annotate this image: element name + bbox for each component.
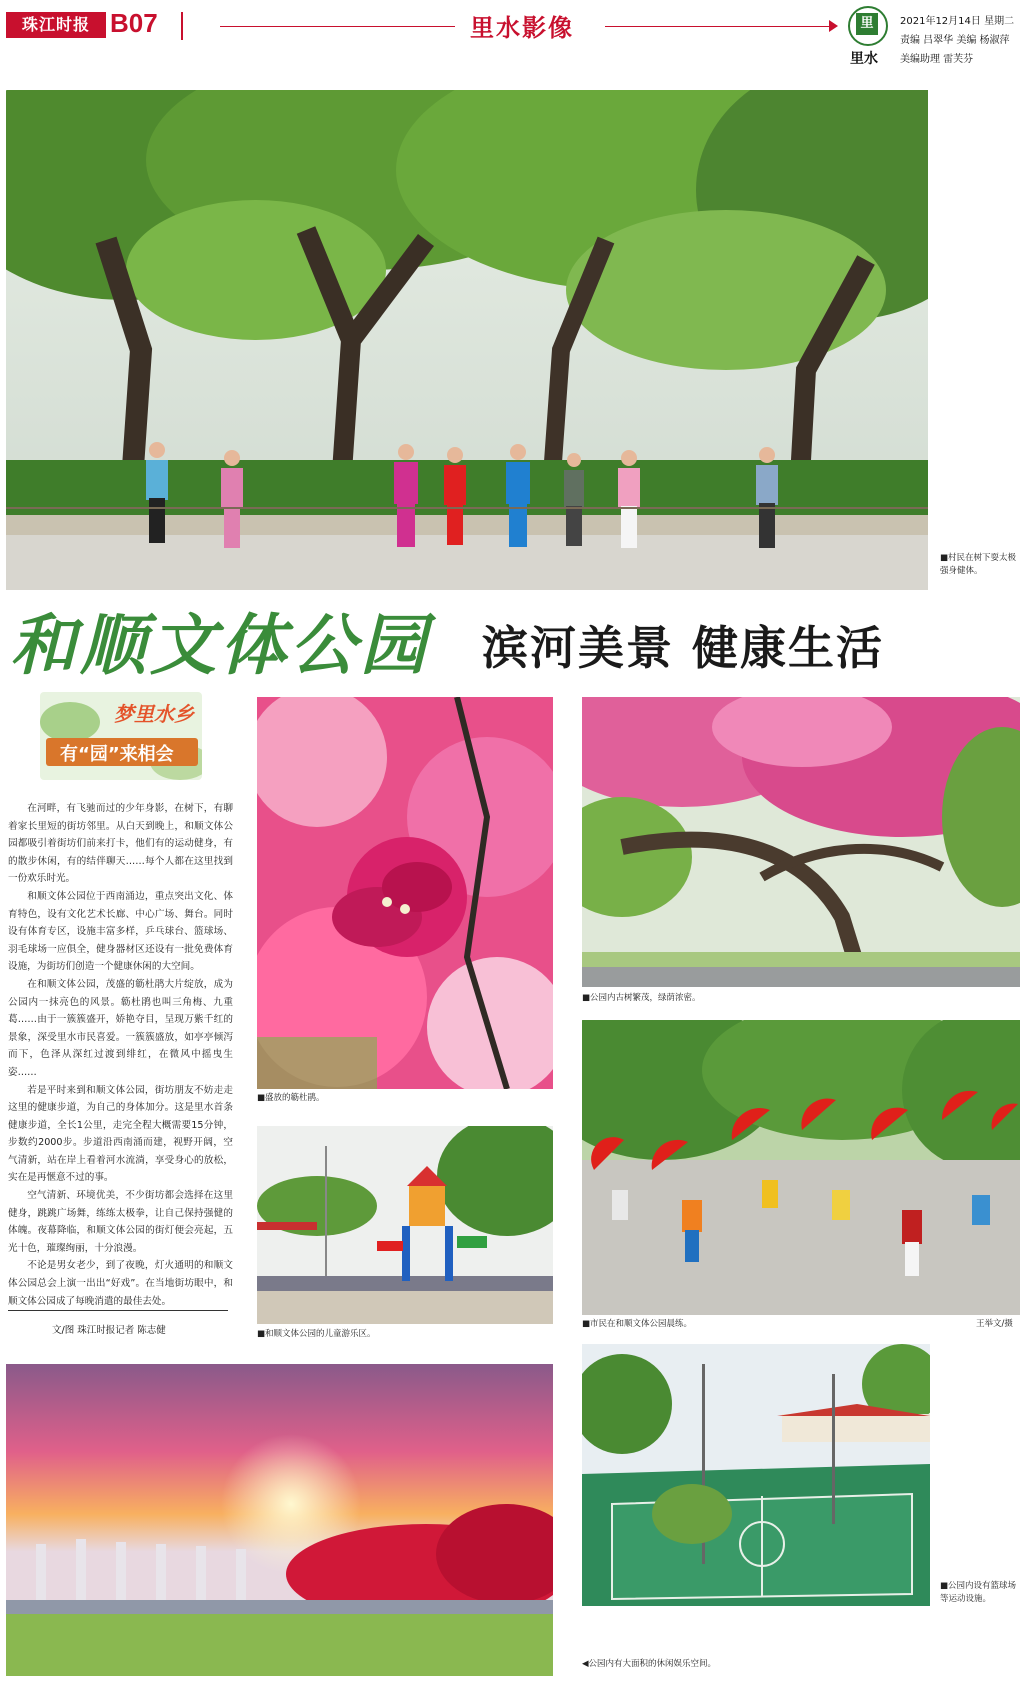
photo-ancient-trees (582, 697, 1020, 987)
caption-ancient-trees: ■公园内古树繁茂，绿荫浓密。 (582, 993, 701, 1003)
hero-photo-taichi (6, 90, 928, 590)
header-rule-right (605, 26, 835, 27)
caption-sports-courts: ■公园内设有篮球场等运动设施。 (940, 1581, 1017, 1604)
article-paragraph: 在和顺文体公园，茂盛的簕杜鹃大片绽放，成为公园内一抹亮色的风景。簕杜鹃也叫三角梅、九重葛……由于一簇簇盛开，娇艳夺目，呈现万紫千红的景象，深受里水市民喜爱。一簇簇盛放，如亭亭倾泻而下，色泽从深红过渡到绯红，在微风中摇曳生姿…… (8, 978, 233, 1078)
arrow-icon (829, 20, 838, 32)
section-title: 里水影像 (470, 14, 574, 42)
photo-sports-courts (582, 1344, 930, 1606)
photo-fan-dance (582, 1020, 1020, 1315)
article-paragraph: 若是平时来到和顺文体公园，街坊朋友不妨走走这里的健康步道，为自己的身体加分。这是里水首条健康步道，全长1公里，走完全程大概需要15分钟，步数约2000步。步道沿西南涌而建，视野开阔，空气清新，站在岸上看着河水流淌，享受身心的放松，实在是再惬意不过的事。 (8, 1084, 233, 1184)
masthead-logo: 珠江时报 (6, 12, 106, 38)
caption-leisure: ◀公园内有大面积的休闲娱乐空间。 (582, 1659, 717, 1669)
header-rule-left (220, 26, 455, 27)
byline-rule (8, 1310, 228, 1311)
article-paragraph: 不论是男女老少，到了夜晚，灯火通明的和顺文体公园总会上演一出出“好戏”。在当地街坊眼中，和顺文体公园成了每晚消遣的最佳去处。 (8, 1260, 233, 1307)
byline: 文/图 珠江时报记者 陈志健 (52, 1325, 166, 1336)
article-body (8, 800, 233, 1310)
headline-sub: 滨河美景 健康生活 (482, 621, 885, 675)
date-line: 2021年12月14日 星期二 (900, 16, 1015, 27)
article-paragraph: 和顺文体公园位于西南涌边，重点突出文化、体育特色，设有文化艺术长廊、中心广场、舞台。同时设有体育专区，设施丰富多样，乒乓球台、篮球场、羽毛球场一应俱全，健身器材区还设有一批免费体育设施，为街坊们创造一个健康休闲的大空间。 (8, 890, 233, 973)
column-badge-title: 梦里水乡 (114, 702, 194, 726)
photo-playground (257, 1126, 553, 1324)
town-logo-text: 里水 (850, 51, 878, 67)
header-divider (181, 12, 183, 40)
assistant-editor-line: 美编助理 雷芙芬 (900, 54, 974, 65)
photo-sunset-park (6, 1364, 553, 1676)
caption-playground: ■和顺文体公园的儿童游乐区。 (257, 1329, 376, 1339)
photo-bougainvillea (257, 697, 553, 1089)
article-paragraph: 空气清新、环境优美，不少街坊都会选择在这里健身，跳跳广场舞，练练太极拳，让自己保持强健的体魄。夜幕降临，和顺文体公园的街灯便会亮起，五光十色，璀璨绚丽，十分浪漫。 (8, 1190, 233, 1254)
caption-fan-dance: ■市民在和顺文体公园晨练。 (582, 1319, 693, 1329)
caption-bougainvillea: ■盛放的簕杜鹃。 (257, 1093, 325, 1103)
photo-credit: 王举文/摄 (976, 1319, 1013, 1329)
caption-taichi: ■村民在树下耍太极强身健体。 (940, 553, 1017, 576)
page-number: B07 (110, 8, 158, 38)
town-logo-mark: 里 (856, 13, 878, 35)
article-paragraph: 在河畔，有飞驰而过的少年身影，在树下，有聊着家长里短的街坊邻里。从白天到晚上，和顺文体公园都吸引着街坊们前来打卡，他们有的运动健身，有的散步休闲，有的结伴聊天……每个人都在这里找到一份欢乐时光。 (8, 803, 233, 885)
column-badge-label: 有“园”来相会 (60, 744, 174, 765)
headline-main: 和顺文体公园 (10, 606, 430, 684)
editor-line: 责编 吕翠华 美编 杨淑萍 (900, 35, 1010, 46)
